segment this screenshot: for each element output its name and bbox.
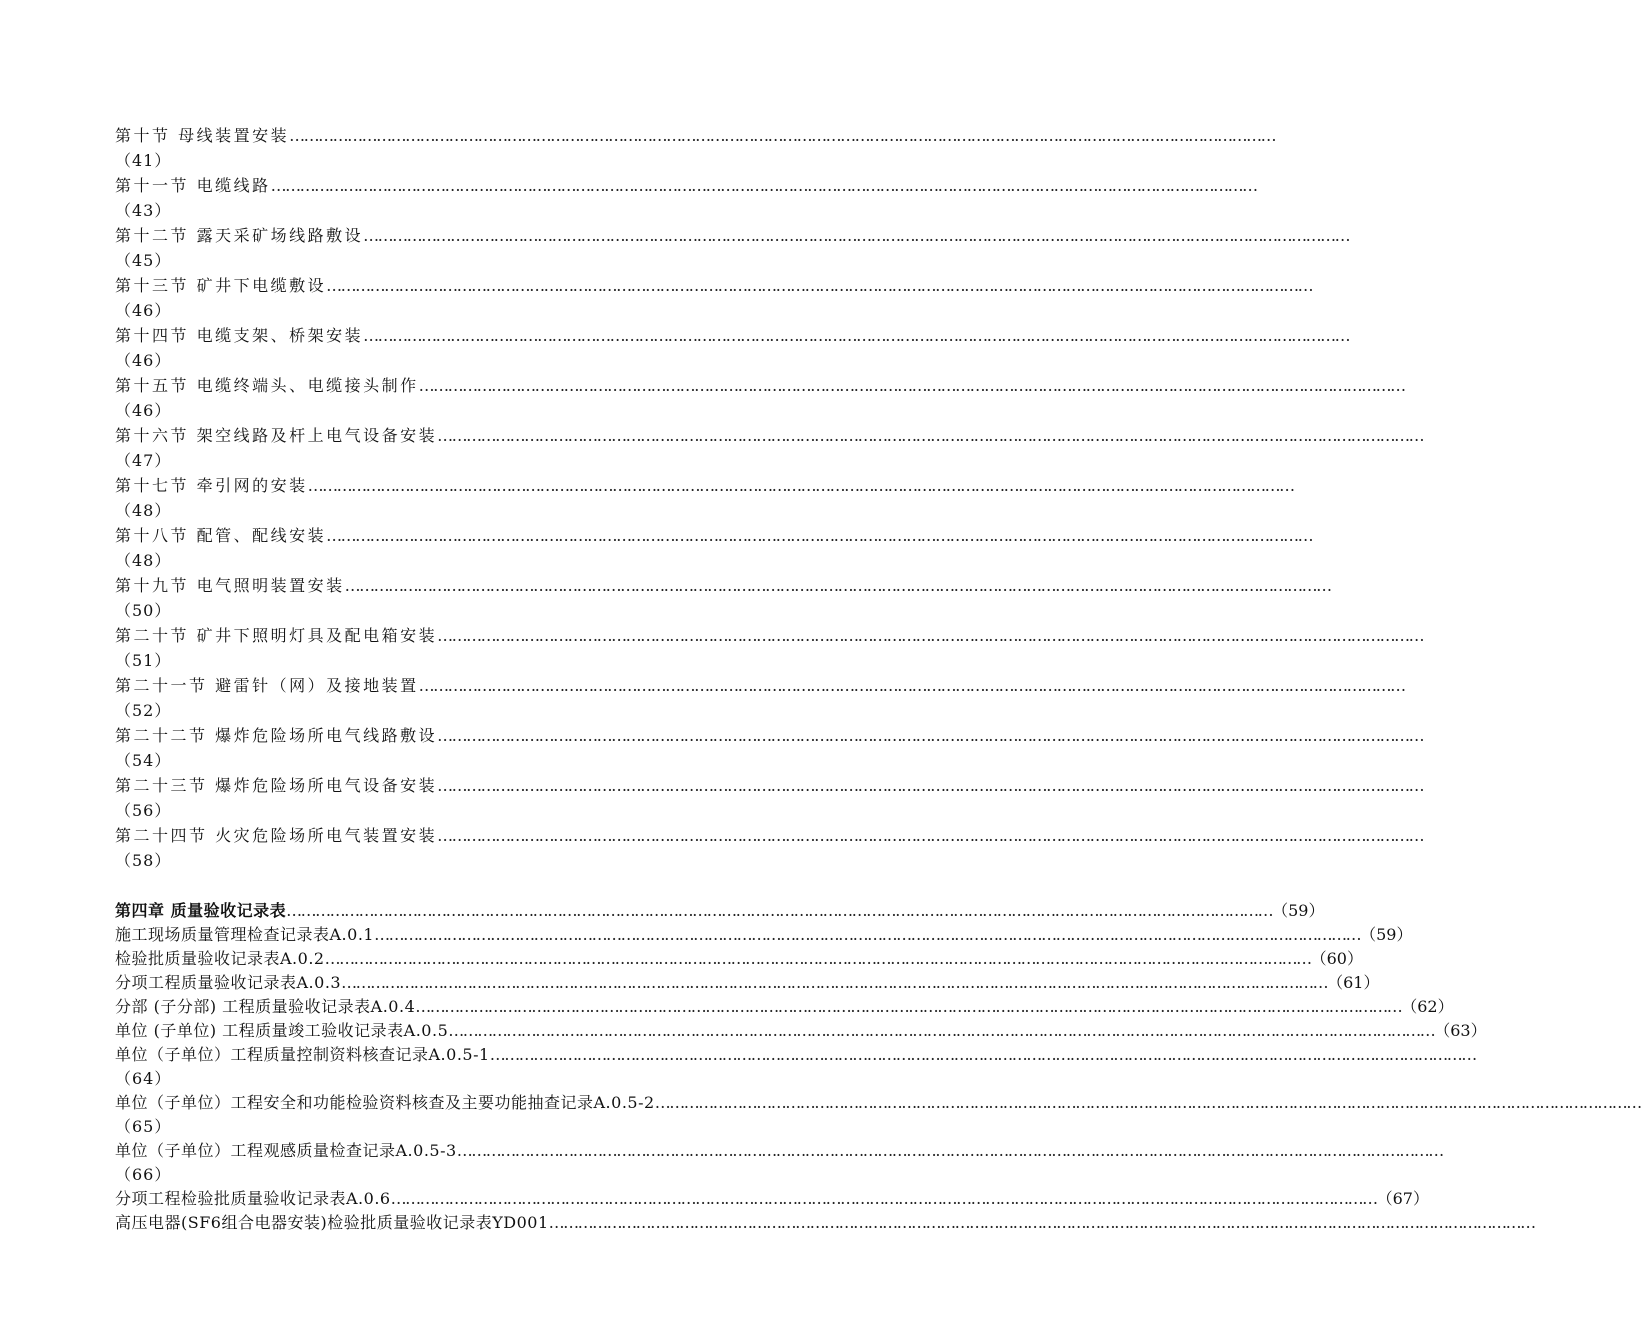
entry-page-number: （48） <box>115 551 172 570</box>
entry-title: 单位（子单位）工程质量控制资料核查记录A.0.5-1 <box>115 1045 490 1064</box>
leader-dots: …………………………………………………………………………………………………………………………………………………………………………………… <box>363 326 1350 345</box>
leader-dots: …………………………………………………………………………………………………………………………………………………………………………………… <box>448 1021 1435 1040</box>
leader-dots: …………………………………………………………………………………………………………………………………………………………………………………… <box>654 1093 1641 1112</box>
toc-entry[interactable] <box>115 223 1350 273</box>
leader-dots: …………………………………………………………………………………………………………………………………………………………………………………… <box>270 176 1257 195</box>
toc-entry[interactable] <box>115 1187 1429 1211</box>
entry-page-number: （48） <box>115 501 172 520</box>
toc-entry[interactable] <box>115 947 1363 971</box>
leader-dots: …………………………………………………………………………………………………………………………………………………………………………………… <box>326 526 1313 545</box>
leader-dots: …………………………………………………………………………………………………………………………………………………………………………………… <box>326 276 1313 295</box>
toc-entry[interactable] <box>115 773 1424 823</box>
entry-page-number: （66） <box>115 1165 172 1184</box>
entry-title: 第二十一节 避雷针（网）及接地装置 <box>115 676 419 695</box>
section-list <box>115 123 1424 873</box>
toc-entry[interactable] <box>115 1091 1641 1139</box>
entry-title: 分部 (子分部) 工程质量验收记录表A.0.4 <box>115 997 416 1016</box>
entry-title: 检验批质量验收记录表A.0.2 <box>115 949 325 968</box>
entry-page-number: （45） <box>115 251 172 270</box>
entry-title: 第十二节 露天采矿场线路敷设 <box>115 226 364 245</box>
toc-entry[interactable] <box>115 1019 1487 1043</box>
entry-title: 高压电器(SF6组合电器安装)检验批质量验收记录表YD001 <box>115 1213 549 1232</box>
entry-page-number: （67） <box>1376 1189 1429 1208</box>
toc-entry[interactable] <box>115 123 1276 173</box>
entry-page-number: （46） <box>115 401 172 420</box>
leader-dots: …………………………………………………………………………………………………………………………………………………………………………………… <box>374 925 1361 944</box>
leader-dots: …………………………………………………………………………………………………………………………………………………………………………………… <box>437 826 1424 845</box>
chapter-title: 第四章 质量验收记录表 <box>115 901 287 920</box>
entry-title: 施工现场质量管理检查记录表A.0.1 <box>115 925 375 944</box>
entry-page-number: （41） <box>115 151 172 170</box>
entry-title: 第十五节 电缆终端头、电缆接头制作 <box>115 376 419 395</box>
entry-title: 第十六节 架空线路及杆上电气设备安装 <box>115 426 438 445</box>
entry-title: 第二十二节 爆炸危险场所电气线路敷设 <box>115 726 438 745</box>
entry-title: 单位（子单位）工程观感质量检查记录A.0.5-3 <box>115 1141 457 1160</box>
entry-title: 第二十三节 爆炸危险场所电气设备安装 <box>115 776 438 795</box>
leader-dots: …………………………………………………………………………………………………………………………………………………………………………………… <box>363 226 1350 245</box>
toc-entry[interactable] <box>115 1043 1476 1091</box>
toc-entry[interactable] <box>115 623 1424 673</box>
entry-page-number: （51） <box>115 651 172 670</box>
entry-title: 第十七节 牵引网的安装 <box>115 476 308 495</box>
entry-page-number: （60） <box>1310 949 1363 968</box>
toc-entry[interactable] <box>115 273 1313 323</box>
toc-entry[interactable] <box>115 923 1413 947</box>
entry-page-number: （54） <box>115 751 172 770</box>
table-of-contents <box>115 123 1641 1235</box>
entry-page-number: （61） <box>1327 973 1380 992</box>
spacer <box>115 873 860 899</box>
chapter-four-list <box>115 899 1641 1235</box>
entry-page-number: （52） <box>115 701 172 720</box>
chapter-page-number: （59） <box>1272 901 1325 920</box>
entry-title: 第十四节 电缆支架、桥架安装 <box>115 326 364 345</box>
leader-dots: …………………………………………………………………………………………………………………………………………………………………………………… <box>437 426 1424 445</box>
entry-title: 第二十节 矿井下照明灯具及配电箱安装 <box>115 626 438 645</box>
leader-dots: …………………………………………………………………………………………………………………………………………………………………………………… <box>418 676 1405 695</box>
entry-page-number: （58） <box>115 851 172 870</box>
toc-entry[interactable] <box>115 723 1424 773</box>
entry-page-number: （46） <box>115 301 172 320</box>
entry-page-number: （56） <box>115 801 172 820</box>
entry-page-number: （47） <box>115 451 172 470</box>
toc-entry[interactable] <box>115 1139 1443 1187</box>
leader-dots: …………………………………………………………………………………………………………………………………………………………………………………… <box>344 576 1331 595</box>
entry-page-number: （64） <box>115 1069 172 1088</box>
toc-entry[interactable] <box>115 573 1331 623</box>
leader-dots: …………………………………………………………………………………………………………………………………………………………………………………… <box>437 776 1424 795</box>
entry-title: 单位（子单位）工程安全和功能检验资料核查及主要功能抽查记录A.0.5-2 <box>115 1093 655 1112</box>
entry-title: 第十三节 矿井下电缆敷设 <box>115 276 327 295</box>
toc-entry[interactable] <box>115 673 1405 723</box>
leader-dots: …………………………………………………………………………………………………………………………………………………………………………………… <box>307 476 1294 495</box>
leader-dots: …………………………………………………………………………………………………………………………………………………………………………………… <box>489 1045 1476 1064</box>
leader-dots: …………………………………………………………………………………………………………………………………………………………………………………… <box>286 901 1273 920</box>
toc-entry[interactable] <box>115 971 1380 995</box>
entry-page-number: （43） <box>115 201 172 220</box>
leader-dots: …………………………………………………………………………………………………………………………………………………………………………………… <box>289 126 1276 145</box>
chapter-heading[interactable] <box>115 899 1325 923</box>
leader-dots: …………………………………………………………………………………………………………………………………………………………………………………… <box>415 997 1402 1016</box>
toc-entry[interactable] <box>115 523 1313 573</box>
toc-entry[interactable] <box>115 1211 1535 1235</box>
toc-entry[interactable] <box>115 823 1424 873</box>
entry-title: 第十九节 电气照明装置安装 <box>115 576 345 595</box>
leader-dots: …………………………………………………………………………………………………………………………………………………………………………………… <box>324 949 1311 968</box>
leader-dots: …………………………………………………………………………………………………………………………………………………………………………………… <box>456 1141 1443 1160</box>
entry-page-number: （50） <box>115 601 172 620</box>
leader-dots: …………………………………………………………………………………………………………………………………………………………………………………… <box>548 1213 1535 1232</box>
toc-entry[interactable] <box>115 423 1424 473</box>
entry-title: 第十节 母线装置安装 <box>115 126 290 145</box>
entry-title: 单位 (子单位) 工程质量竣工验收记录表A.0.5 <box>115 1021 449 1040</box>
leader-dots: …………………………………………………………………………………………………………………………………………………………………………………… <box>390 1189 1377 1208</box>
entry-title: 第十一节 电缆线路 <box>115 176 271 195</box>
leader-dots: …………………………………………………………………………………………………………………………………………………………………………………… <box>418 376 1405 395</box>
toc-entry[interactable] <box>115 995 1454 1019</box>
toc-entry[interactable] <box>115 173 1257 223</box>
entry-page-number: （65） <box>115 1117 172 1136</box>
leader-dots: …………………………………………………………………………………………………………………………………………………………………………………… <box>437 726 1424 745</box>
toc-entry[interactable] <box>115 323 1350 373</box>
entry-title: 第二十四节 火灾危险场所电气装置安装 <box>115 826 438 845</box>
entry-page-number: （46） <box>115 351 172 370</box>
leader-dots: …………………………………………………………………………………………………………………………………………………………………………………… <box>341 973 1328 992</box>
entry-page-number: （62） <box>1401 997 1454 1016</box>
leader-dots: …………………………………………………………………………………………………………………………………………………………………………………… <box>437 626 1424 645</box>
toc-entry[interactable] <box>115 373 1405 423</box>
entry-title: 分项工程质量验收记录表A.0.3 <box>115 973 342 992</box>
entry-title: 第十八节 配管、配线安装 <box>115 526 327 545</box>
entry-page-number: （63） <box>1434 1021 1487 1040</box>
entry-title: 分项工程检验批质量验收记录表A.0.6 <box>115 1189 391 1208</box>
toc-entry[interactable] <box>115 473 1294 523</box>
entry-page-number: （59） <box>1360 925 1413 944</box>
